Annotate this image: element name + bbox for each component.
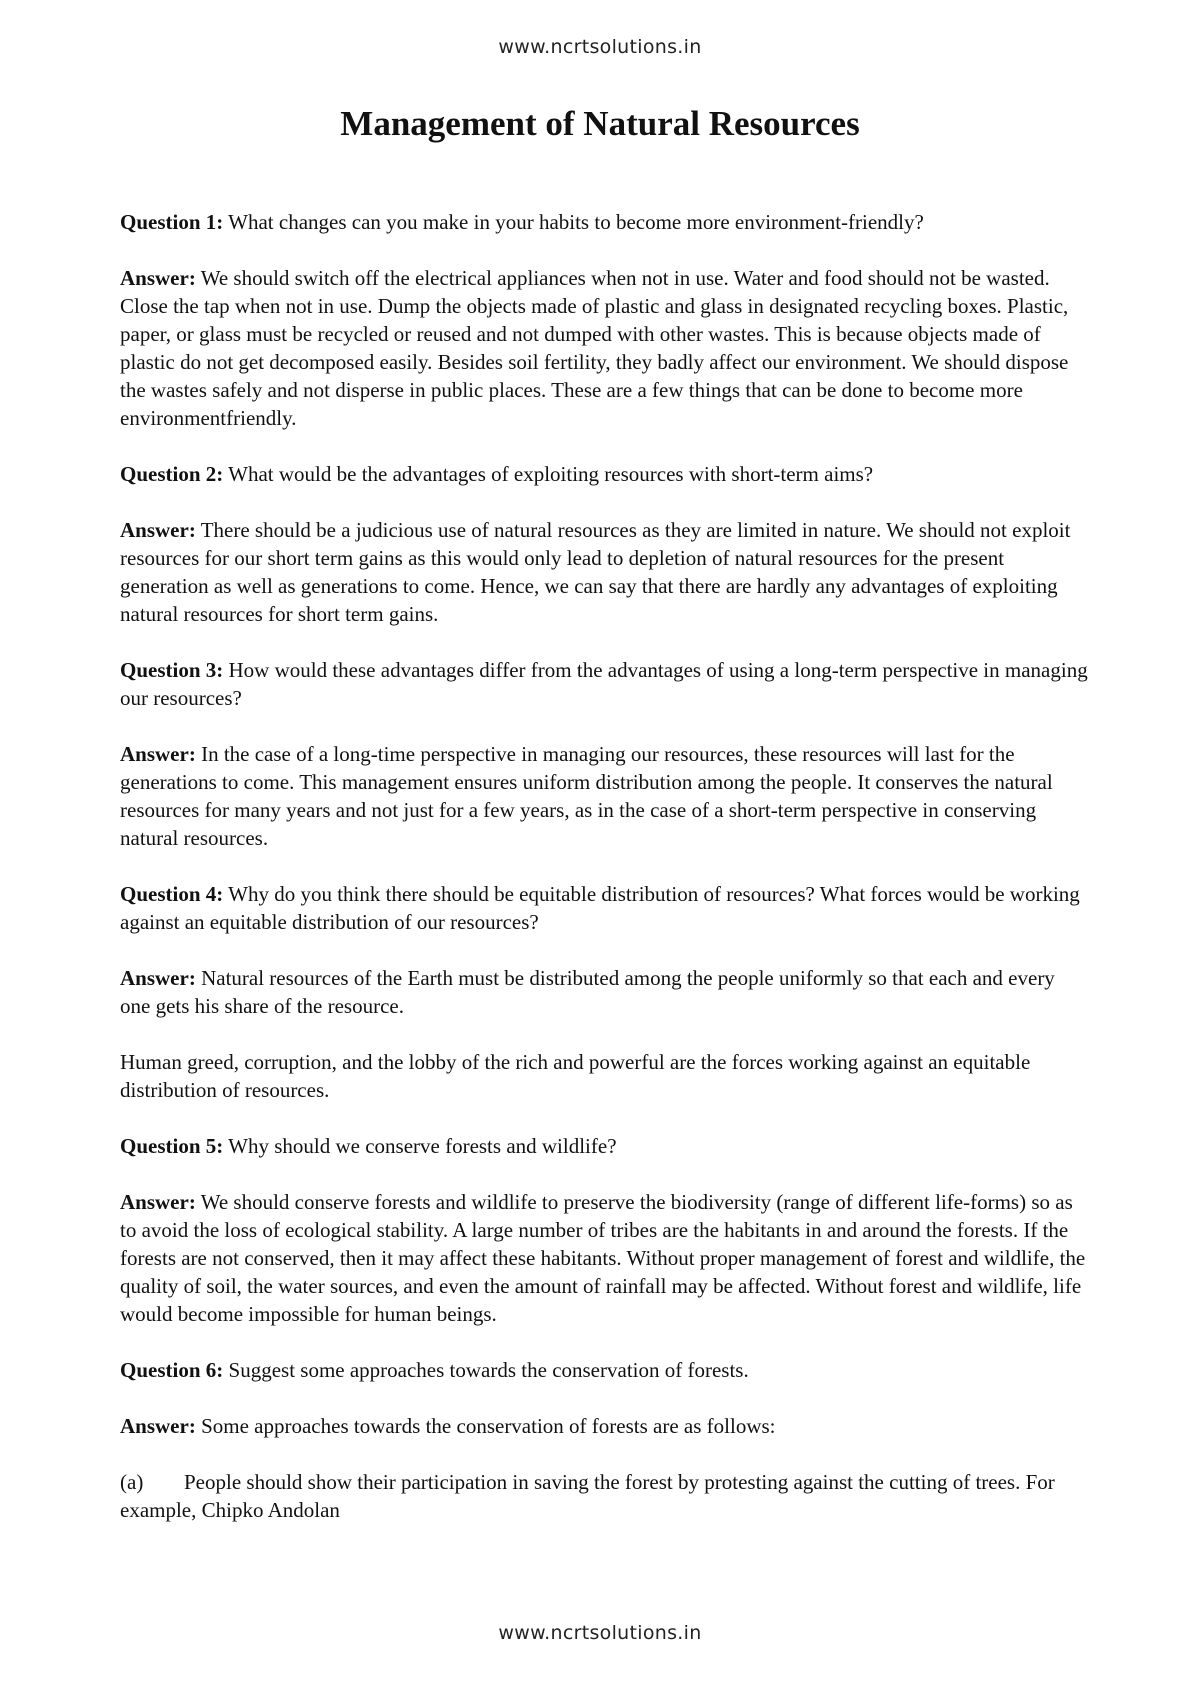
answer-text: Natural resources of the Earth must be distributed among the people uniformly so that each and every one gets his share of the resource. [120,966,1055,1018]
question-label: Question 4: [120,882,224,906]
question-text: How would these advantages differ from the advantages of using a long-term perspective in managing our resources? [120,658,1088,710]
answer-text: We should switch off the electrical appliances when not in use. Water and food should not be wasted. Close the tap when not in use. Dump the objects made of plastic and glass in designated recycling boxes. Plastic, paper, or glass must be recycled or reused and not dumped with other wastes. This is because objects made of plastic do not get decomposed easily. Besides soil fertility, they badly affect our environment. We should dispose the wastes safely and not disperse in public places. These are a few things that can be done to become more environmentfriendly. [120,266,1069,430]
answer-text: We should conserve forests and wildlife to preserve the biodiversity (range of different life-forms) so as to avoid the loss of ecological stability. A large number of tribes are the habitants in and around the forests. If the forests are not conserved, then it may affect these habitants. Without proper management of forest and wildlife, the quality of soil, the water sources, and even the amount of rainfall may be affected. Without forest and wildlife, life would become impossible for human beings. [120,1190,1086,1326]
question-text: Why should we conserve forests and wildlife? [228,1134,617,1158]
list-item-text: People should show their participation in saving the forest by protesting against the cutting of trees. For example, Chipko Andolan [120,1470,1055,1522]
question-text: What changes can you make in your habits to become more environment-friendly? [228,210,924,234]
answer-label: Answer: [120,1190,196,1214]
question-2 [120,460,1090,488]
answer-1 [120,264,1090,432]
question-label: Question 2: [120,462,224,486]
question-text: What would be the advantages of exploiting resources with short-term aims? [228,462,874,486]
answer-3 [120,740,1090,852]
question-label: Question 5: [120,1134,224,1158]
list-marker: (a) [120,1470,144,1494]
answer-text: In the case of a long-time perspective in managing our resources, these resources will last for the generations to come. This management ensures uniform distribution among the people. It conserves the natural resources for many years and not just for a few years, as in the case of a short-term perspective in conserving natural resources. [120,742,1053,850]
question-text: Why do you think there should be equitable distribution of resources? What forces would be working against an equitable distribution of our resources? [120,882,1080,934]
footer-url: www.ncrtsolutions.in [498,1622,702,1644]
answer-4 [120,964,1090,1020]
document-body [120,208,1090,1552]
page-title: Management of Natural Resources [340,104,860,143]
question-6 [120,1356,1090,1384]
question-text: Suggest some approaches towards the conservation of forests. [228,1358,749,1382]
answer-4-continued: Human greed, corruption, and the lobby of the rich and powerful are the forces working against an equitable distribution of resources. [120,1050,1031,1102]
answer-label: Answer: [120,966,196,990]
question-label: Question 3: [120,658,224,682]
answer-6 [120,1412,1090,1440]
question-label: Question 1: [120,210,224,234]
answer-label: Answer: [120,742,196,766]
header-url: www.ncrtsolutions.in [498,36,702,58]
question-1 [120,208,1090,236]
answer-text: There should be a judicious use of natural resources as they are limited in nature. We should not exploit resources for our short term gains as this would only lead to depletion of natural resources for the present generation as well as generations to come. Hence, we can say that there are hardly any advantages of exploiting natural resources for short term gains. [120,518,1071,626]
question-3 [120,656,1090,712]
answer-label: Answer: [120,1414,196,1438]
answer-label: Answer: [120,518,196,542]
answer-5 [120,1188,1090,1328]
question-4 [120,880,1090,936]
question-5 [120,1132,1090,1160]
answer-label: Answer: [120,266,196,290]
list-item [120,1468,1090,1524]
question-label: Question 6: [120,1358,224,1382]
answer-text: Some approaches towards the conservation of forests are as follows: [201,1414,776,1438]
answer-2 [120,516,1090,628]
